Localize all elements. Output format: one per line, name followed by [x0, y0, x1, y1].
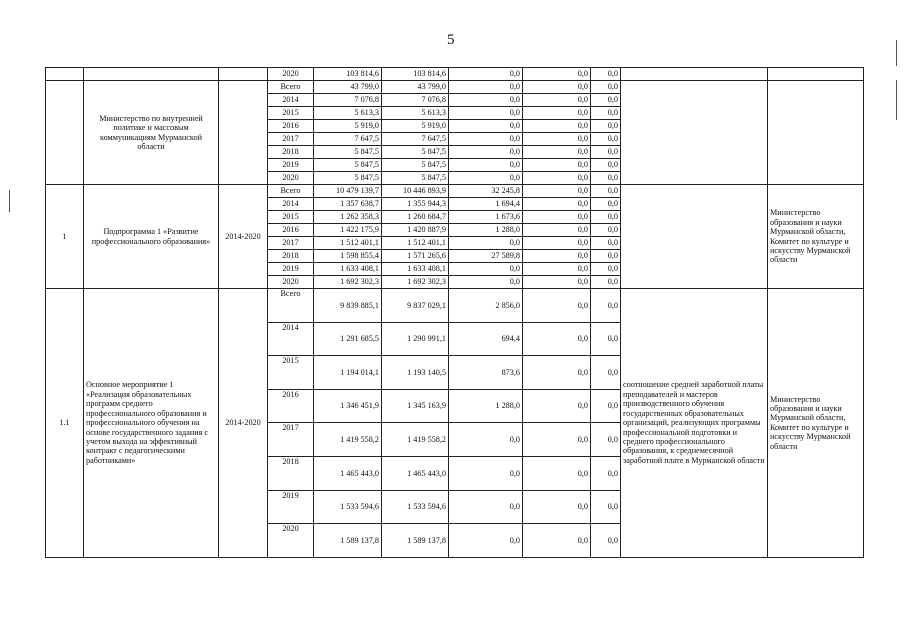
federal-budget-cell: 0,0: [449, 456, 523, 490]
federal-budget-cell: 0,0: [449, 68, 523, 81]
year-cell: 2019: [268, 159, 314, 172]
scan-edge-mark: [9, 190, 10, 212]
federal-budget-cell: 27 589,8: [449, 250, 523, 263]
regional-budget-cell: 5 847,5: [382, 172, 449, 185]
local-budget-cell: 0,0: [523, 250, 591, 263]
scan-edge-mark: [896, 80, 897, 120]
scan-edge-mark: [896, 40, 897, 66]
total-cell: 5 847,5: [314, 172, 382, 185]
year-cell: 2016: [268, 224, 314, 237]
total-cell: 103 814,6: [314, 68, 382, 81]
other-sources-cell: 0,0: [591, 322, 621, 356]
local-budget-cell: 0,0: [523, 94, 591, 107]
other-sources-cell: 0,0: [591, 276, 621, 289]
regional-budget-cell: 1 355 944,3: [382, 198, 449, 211]
total-cell: 1 291 685,5: [314, 322, 382, 356]
subprogram-executor-cell: Министерство образования и науки Мурманской области, Комитет по культуре и искусству Мурманской области: [768, 185, 864, 289]
regional-budget-cell: 1 290 991,1: [382, 322, 449, 356]
year-cell: Всего: [268, 81, 314, 94]
total-cell: 1 262 358,3: [314, 211, 382, 224]
year-cell: Всего: [268, 185, 314, 198]
table-row: [46, 68, 884, 81]
federal-budget-cell: 1 288,0: [449, 224, 523, 237]
measure-period-cell: 2014-2020: [219, 289, 268, 558]
year-cell: 2015: [268, 356, 314, 390]
year-cell: 2018: [268, 146, 314, 159]
regional-budget-cell: 1 692 302,3: [382, 276, 449, 289]
total-cell: 1 692 302,3: [314, 276, 382, 289]
ministry-name-cell: Министерство по внутренней политике и массовым коммуникациям Мурманской области: [84, 81, 219, 185]
total-cell: 43 799,0: [314, 81, 382, 94]
page-number: 5: [447, 32, 455, 48]
table-row: [46, 185, 884, 198]
subprogram-name-cell: Подпрограмма 1 «Развитие профессионального образования»: [84, 185, 219, 289]
regional-budget-cell: 5 613,3: [382, 107, 449, 120]
local-budget-cell: 0,0: [523, 198, 591, 211]
other-sources-cell: 0,0: [591, 263, 621, 276]
local-budget-cell: 0,0: [523, 237, 591, 250]
name-cell: [84, 68, 219, 81]
year-cell: Всего: [268, 289, 314, 323]
indicator-cell: [621, 81, 768, 185]
other-sources-cell: 0,0: [591, 133, 621, 146]
local-budget-cell: 0,0: [523, 524, 591, 558]
indicator-cell: [621, 185, 768, 289]
regional-budget-cell: 1 533 594,6: [382, 490, 449, 524]
other-sources-cell: 0,0: [591, 185, 621, 198]
other-sources-cell: 0,0: [591, 289, 621, 323]
federal-budget-cell: 0,0: [449, 276, 523, 289]
total-cell: 7 647,5: [314, 133, 382, 146]
year-cell: 2017: [268, 133, 314, 146]
total-cell: 9 839 885,1: [314, 289, 382, 323]
other-sources-cell: 0,0: [591, 146, 621, 159]
total-cell: 1 419 558,2: [314, 423, 382, 457]
regional-budget-cell: 10 446 893,9: [382, 185, 449, 198]
federal-budget-cell: 0,0: [449, 524, 523, 558]
budget-table: [45, 67, 884, 558]
number-cell: [46, 68, 84, 81]
total-cell: 1 194 014,1: [314, 356, 382, 390]
other-sources-cell: 0,0: [591, 423, 621, 457]
other-sources-cell: 0,0: [591, 250, 621, 263]
table-row: [46, 289, 884, 323]
number-cell: [46, 81, 84, 185]
other-sources-cell: 0,0: [591, 159, 621, 172]
regional-budget-cell: 1 419 558,2: [382, 423, 449, 457]
federal-budget-cell: 0,0: [449, 263, 523, 276]
local-budget-cell: 0,0: [523, 133, 591, 146]
other-sources-cell: 0,0: [591, 490, 621, 524]
local-budget-cell: 0,0: [523, 146, 591, 159]
local-budget-cell: 0,0: [523, 211, 591, 224]
indicator-cell: [621, 68, 768, 81]
other-sources-cell: 0,0: [591, 172, 621, 185]
federal-budget-cell: 0,0: [449, 107, 523, 120]
period-cell: [219, 68, 268, 81]
year-cell: 2014: [268, 198, 314, 211]
local-budget-cell: 0,0: [523, 120, 591, 133]
year-cell: 2019: [268, 490, 314, 524]
year-cell: 2017: [268, 423, 314, 457]
total-cell: 1 512 401,1: [314, 237, 382, 250]
regional-budget-cell: 1 193 140,5: [382, 356, 449, 390]
regional-budget-cell: 1 571 265,6: [382, 250, 449, 263]
year-cell: 2014: [268, 94, 314, 107]
regional-budget-cell: 1 345 163,9: [382, 389, 449, 423]
year-cell: 2014: [268, 322, 314, 356]
federal-budget-cell: 0,0: [449, 172, 523, 185]
executor-cell: [768, 81, 864, 185]
local-budget-cell: 0,0: [523, 456, 591, 490]
federal-budget-cell: 694,4: [449, 322, 523, 356]
measure-name-cell: Основное мероприятие 1 «Реализация образовательных программ среднего профессионального образования и профессионального обучения на основе государственного задания с учетом выхода на эффективный контракт с педагогическими работниками»: [84, 289, 219, 558]
total-cell: 1 533 594,6: [314, 490, 382, 524]
year-cell: 2020: [268, 276, 314, 289]
measure-number-cell: 1.1: [46, 289, 84, 558]
total-cell: 7 076,8: [314, 94, 382, 107]
federal-budget-cell: 1 673,6: [449, 211, 523, 224]
local-budget-cell: 0,0: [523, 263, 591, 276]
federal-budget-cell: 0,0: [449, 423, 523, 457]
total-cell: 1 357 638,7: [314, 198, 382, 211]
table-body: [46, 68, 884, 558]
total-cell: 1 598 855,4: [314, 250, 382, 263]
year-cell: 2018: [268, 456, 314, 490]
total-cell: 1 422 175,9: [314, 224, 382, 237]
federal-budget-cell: 0,0: [449, 120, 523, 133]
regional-budget-cell: 1 633 408,1: [382, 263, 449, 276]
total-cell: 5 919,0: [314, 120, 382, 133]
other-sources-cell: 0,0: [591, 107, 621, 120]
federal-budget-cell: 0,0: [449, 133, 523, 146]
other-sources-cell: 0,0: [591, 389, 621, 423]
regional-budget-cell: 7 647,5: [382, 133, 449, 146]
regional-budget-cell: 9 837 029,1: [382, 289, 449, 323]
regional-budget-cell: 5 919,0: [382, 120, 449, 133]
federal-budget-cell: 0,0: [449, 237, 523, 250]
regional-budget-cell: 1 260 684,7: [382, 211, 449, 224]
federal-budget-cell: 0,0: [449, 146, 523, 159]
local-budget-cell: 0,0: [523, 159, 591, 172]
total-cell: 5 613,3: [314, 107, 382, 120]
local-budget-cell: 0,0: [523, 276, 591, 289]
local-budget-cell: 0,0: [523, 490, 591, 524]
total-cell: 10 479 139,7: [314, 185, 382, 198]
federal-budget-cell: 0,0: [449, 490, 523, 524]
year-cell: 2020: [268, 68, 314, 81]
regional-budget-cell: 1 512 401,1: [382, 237, 449, 250]
federal-budget-cell: 0,0: [449, 159, 523, 172]
local-budget-cell: 0,0: [523, 185, 591, 198]
year-cell: 2019: [268, 263, 314, 276]
federal-budget-cell: 32 245,8: [449, 185, 523, 198]
other-sources-cell: 0,0: [591, 94, 621, 107]
other-sources-cell: 0,0: [591, 198, 621, 211]
other-sources-cell: 0,0: [591, 456, 621, 490]
local-budget-cell: 0,0: [523, 172, 591, 185]
measure-indicator-cell: соотношение средней заработной платы преподавателей и мастеров производственного обучения государственных образовательных организаций, реализующих программы профессиональной подготовки и среднего профессионального образования, к среднемесячной заработной плате в Мурманской области: [621, 289, 768, 558]
year-cell: 2016: [268, 389, 314, 423]
total-cell: 1 465 443,0: [314, 456, 382, 490]
year-cell: 2018: [268, 250, 314, 263]
other-sources-cell: 0,0: [591, 120, 621, 133]
total-cell: 1 633 408,1: [314, 263, 382, 276]
federal-budget-cell: 873,6: [449, 356, 523, 390]
regional-budget-cell: 5 847,5: [382, 146, 449, 159]
year-cell: 2020: [268, 172, 314, 185]
local-budget-cell: 0,0: [523, 224, 591, 237]
local-budget-cell: 0,0: [523, 356, 591, 390]
regional-budget-cell: 1 589 137,8: [382, 524, 449, 558]
year-cell: 2015: [268, 211, 314, 224]
total-cell: 5 847,5: [314, 159, 382, 172]
executor-cell: [768, 68, 864, 81]
regional-budget-cell: 1 465 443,0: [382, 456, 449, 490]
regional-budget-cell: 5 847,5: [382, 159, 449, 172]
table-row: [46, 81, 884, 94]
regional-budget-cell: 103 814,6: [382, 68, 449, 81]
year-cell: 2020: [268, 524, 314, 558]
local-budget-cell: 0,0: [523, 322, 591, 356]
local-budget-cell: 0,0: [523, 289, 591, 323]
regional-budget-cell: 7 076,8: [382, 94, 449, 107]
other-sources-cell: 0,0: [591, 68, 621, 81]
regional-budget-cell: 1 420 887,9: [382, 224, 449, 237]
other-sources-cell: 0,0: [591, 237, 621, 250]
federal-budget-cell: 0,0: [449, 94, 523, 107]
local-budget-cell: 0,0: [523, 68, 591, 81]
total-cell: 1 346 451,9: [314, 389, 382, 423]
period-cell: [219, 81, 268, 185]
federal-budget-cell: 0,0: [449, 81, 523, 94]
measure-executor-cell: Министерство образования и науки Мурманской области, Комитет по культуре и искусству Мурманской области: [768, 289, 864, 558]
other-sources-cell: 0,0: [591, 81, 621, 94]
year-cell: 2015: [268, 107, 314, 120]
year-cell: 2016: [268, 120, 314, 133]
total-cell: 5 847,5: [314, 146, 382, 159]
federal-budget-cell: 1 694,4: [449, 198, 523, 211]
local-budget-cell: 0,0: [523, 107, 591, 120]
subprogram-number-cell: 1: [46, 185, 84, 289]
local-budget-cell: 0,0: [523, 423, 591, 457]
other-sources-cell: 0,0: [591, 356, 621, 390]
other-sources-cell: 0,0: [591, 524, 621, 558]
total-cell: 1 589 137,8: [314, 524, 382, 558]
regional-budget-cell: 43 799,0: [382, 81, 449, 94]
local-budget-cell: 0,0: [523, 389, 591, 423]
federal-budget-cell: 2 856,0: [449, 289, 523, 323]
year-cell: 2017: [268, 237, 314, 250]
other-sources-cell: 0,0: [591, 211, 621, 224]
federal-budget-cell: 1 288,0: [449, 389, 523, 423]
subprogram-period-cell: 2014-2020: [219, 185, 268, 289]
other-sources-cell: 0,0: [591, 224, 621, 237]
local-budget-cell: 0,0: [523, 81, 591, 94]
